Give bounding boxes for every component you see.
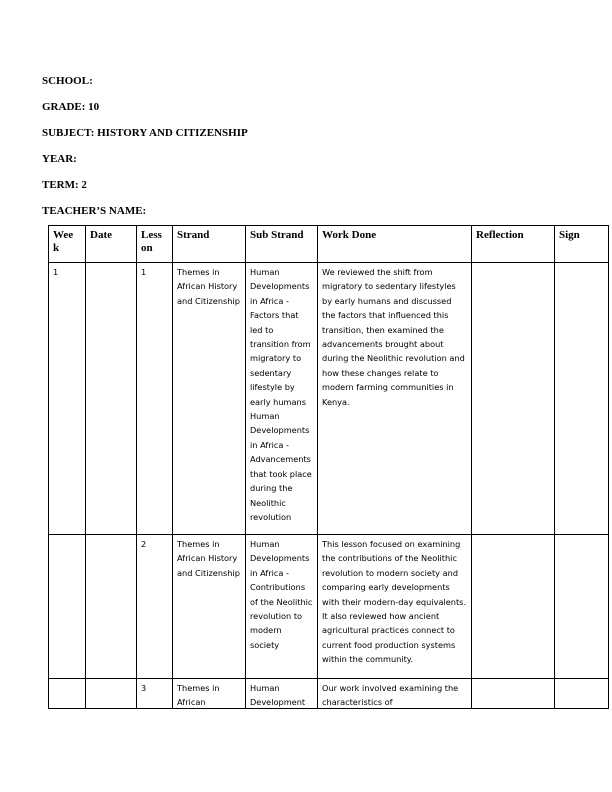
date-cell — [86, 263, 137, 535]
column-header-week: Wee k — [49, 226, 86, 263]
table-row — [49, 679, 609, 709]
teacher-name-label: TEACHER’S NAME: — [42, 205, 147, 218]
strand-text: Themes in African — [177, 683, 220, 708]
grade-label: GRADE: 10 — [42, 101, 100, 114]
sub-strand-cell — [246, 679, 318, 709]
lesson-cell: 2 — [137, 535, 173, 679]
work-done-text: We reviewed the shift from migratory to sedentary lifestyles by early humans and discussed the factors that influenced this transition, then examined the advancements brought about during the Neolithic revolution and how these changes relate to modern farming communities in Kenya. — [322, 267, 465, 407]
school-label: SCHOOL: — [42, 75, 93, 87]
column-header-reflection: Reflection — [472, 226, 555, 263]
sign-cell — [555, 535, 609, 679]
work-done-text: Our work involved examining the characteristics of — [322, 683, 459, 708]
week-cell: 1 — [49, 263, 86, 535]
column-header-date: Date — [86, 226, 137, 263]
reflection-cell — [472, 535, 555, 679]
header-block — [42, 75, 248, 232]
date-cell — [86, 679, 137, 709]
table-header-row — [49, 226, 609, 263]
subject-label: SUBJECT: HISTORY AND CITIZENSHIP — [42, 127, 248, 140]
strand-cell — [173, 679, 246, 709]
work-done-cell — [318, 535, 472, 679]
sub-strand-text: Human Developments in Africa - Factors that led to transition from migratory to sedentary lifestyle by early humans Human Developments in Africa - Advancements that took place during the Neolithic revolution — [250, 267, 312, 522]
sub-strand-cell — [246, 535, 318, 679]
year-label: YEAR: — [42, 153, 77, 166]
strand-cell — [173, 263, 246, 535]
sign-cell — [555, 263, 609, 535]
sign-cell — [555, 679, 609, 709]
lesson-cell: 1 — [137, 263, 173, 535]
date-cell — [86, 535, 137, 679]
strand-cell — [173, 535, 246, 679]
column-header-sub-strand: Sub Strand — [246, 226, 318, 263]
sub-strand-cell — [246, 263, 318, 535]
work-done-cell — [318, 263, 472, 535]
reflection-cell — [472, 263, 555, 535]
week-cell — [49, 679, 86, 709]
table-row — [49, 263, 609, 535]
column-header-strand: Strand — [173, 226, 246, 263]
strand-text: Themes in African History and Citizenship — [177, 267, 240, 306]
table-row — [49, 535, 609, 679]
sub-strand-text: Human Development — [250, 683, 306, 708]
column-header-work-done: Work Done — [318, 226, 472, 263]
term-label: TERM: 2 — [42, 179, 87, 192]
work-done-cell — [318, 679, 472, 709]
sub-strand-text: Human Developments in Africa - Contributions of the Neolithic revolution to modern society — [250, 539, 313, 650]
column-header-sign: Sign — [555, 226, 609, 263]
record-of-work-table — [48, 225, 609, 709]
week-cell — [49, 535, 86, 679]
strand-text: Themes in African History and Citizenship — [177, 539, 240, 578]
work-done-text: This lesson focused on examining the contributions of the Neolithic revolution to modern society and comparing early developments with their modern-day equivalents. It also reviewed how ancient agricultural practices connect to current food production systems within the community. — [322, 539, 467, 665]
reflection-cell — [472, 679, 555, 709]
column-header-lesson: Less on — [137, 226, 173, 263]
lesson-cell: 3 — [137, 679, 173, 709]
